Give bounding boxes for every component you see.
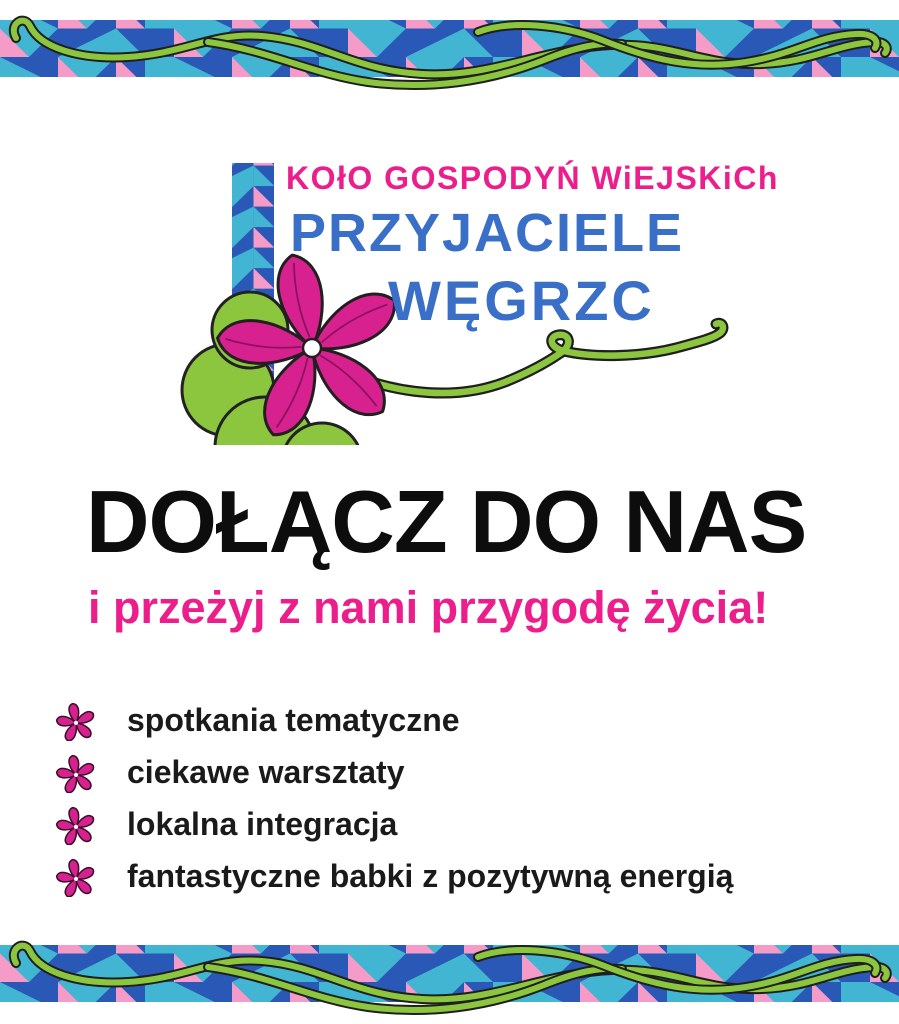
list-item	[55, 850, 733, 902]
quilt-vine-border-top-icon	[0, 0, 899, 100]
logo-name-line1: PRZYJACIELE	[290, 203, 685, 263]
headline: DOŁĄCZ DO NAS	[86, 472, 807, 571]
list-item	[55, 798, 733, 850]
logo-kicker: KOłO GOSPODYŃ WiEJSKiCh	[286, 160, 779, 196]
list-item	[55, 694, 733, 746]
list-item-label: fantastyczne babki z pozytywną energią	[127, 857, 734, 894]
list-item-label: lokalna integracja	[127, 805, 398, 842]
list-item-label: ciekawe warsztaty	[127, 753, 405, 790]
subheadline: i przeżyj z nami przygodę życia!	[88, 582, 769, 633]
logo-name-line2: WĘGRZC	[388, 269, 655, 332]
list-item-label: spotkania tematyczne	[127, 701, 460, 738]
quilt-vine-border-bottom-icon	[0, 925, 899, 1024]
list-item	[55, 746, 733, 798]
flower-bullet-icon	[55, 855, 97, 897]
flower-bullet-icon	[55, 699, 97, 741]
flower-bullet-icon	[55, 803, 97, 845]
flower-bullet-icon	[55, 751, 97, 793]
benefits-list	[55, 694, 733, 902]
